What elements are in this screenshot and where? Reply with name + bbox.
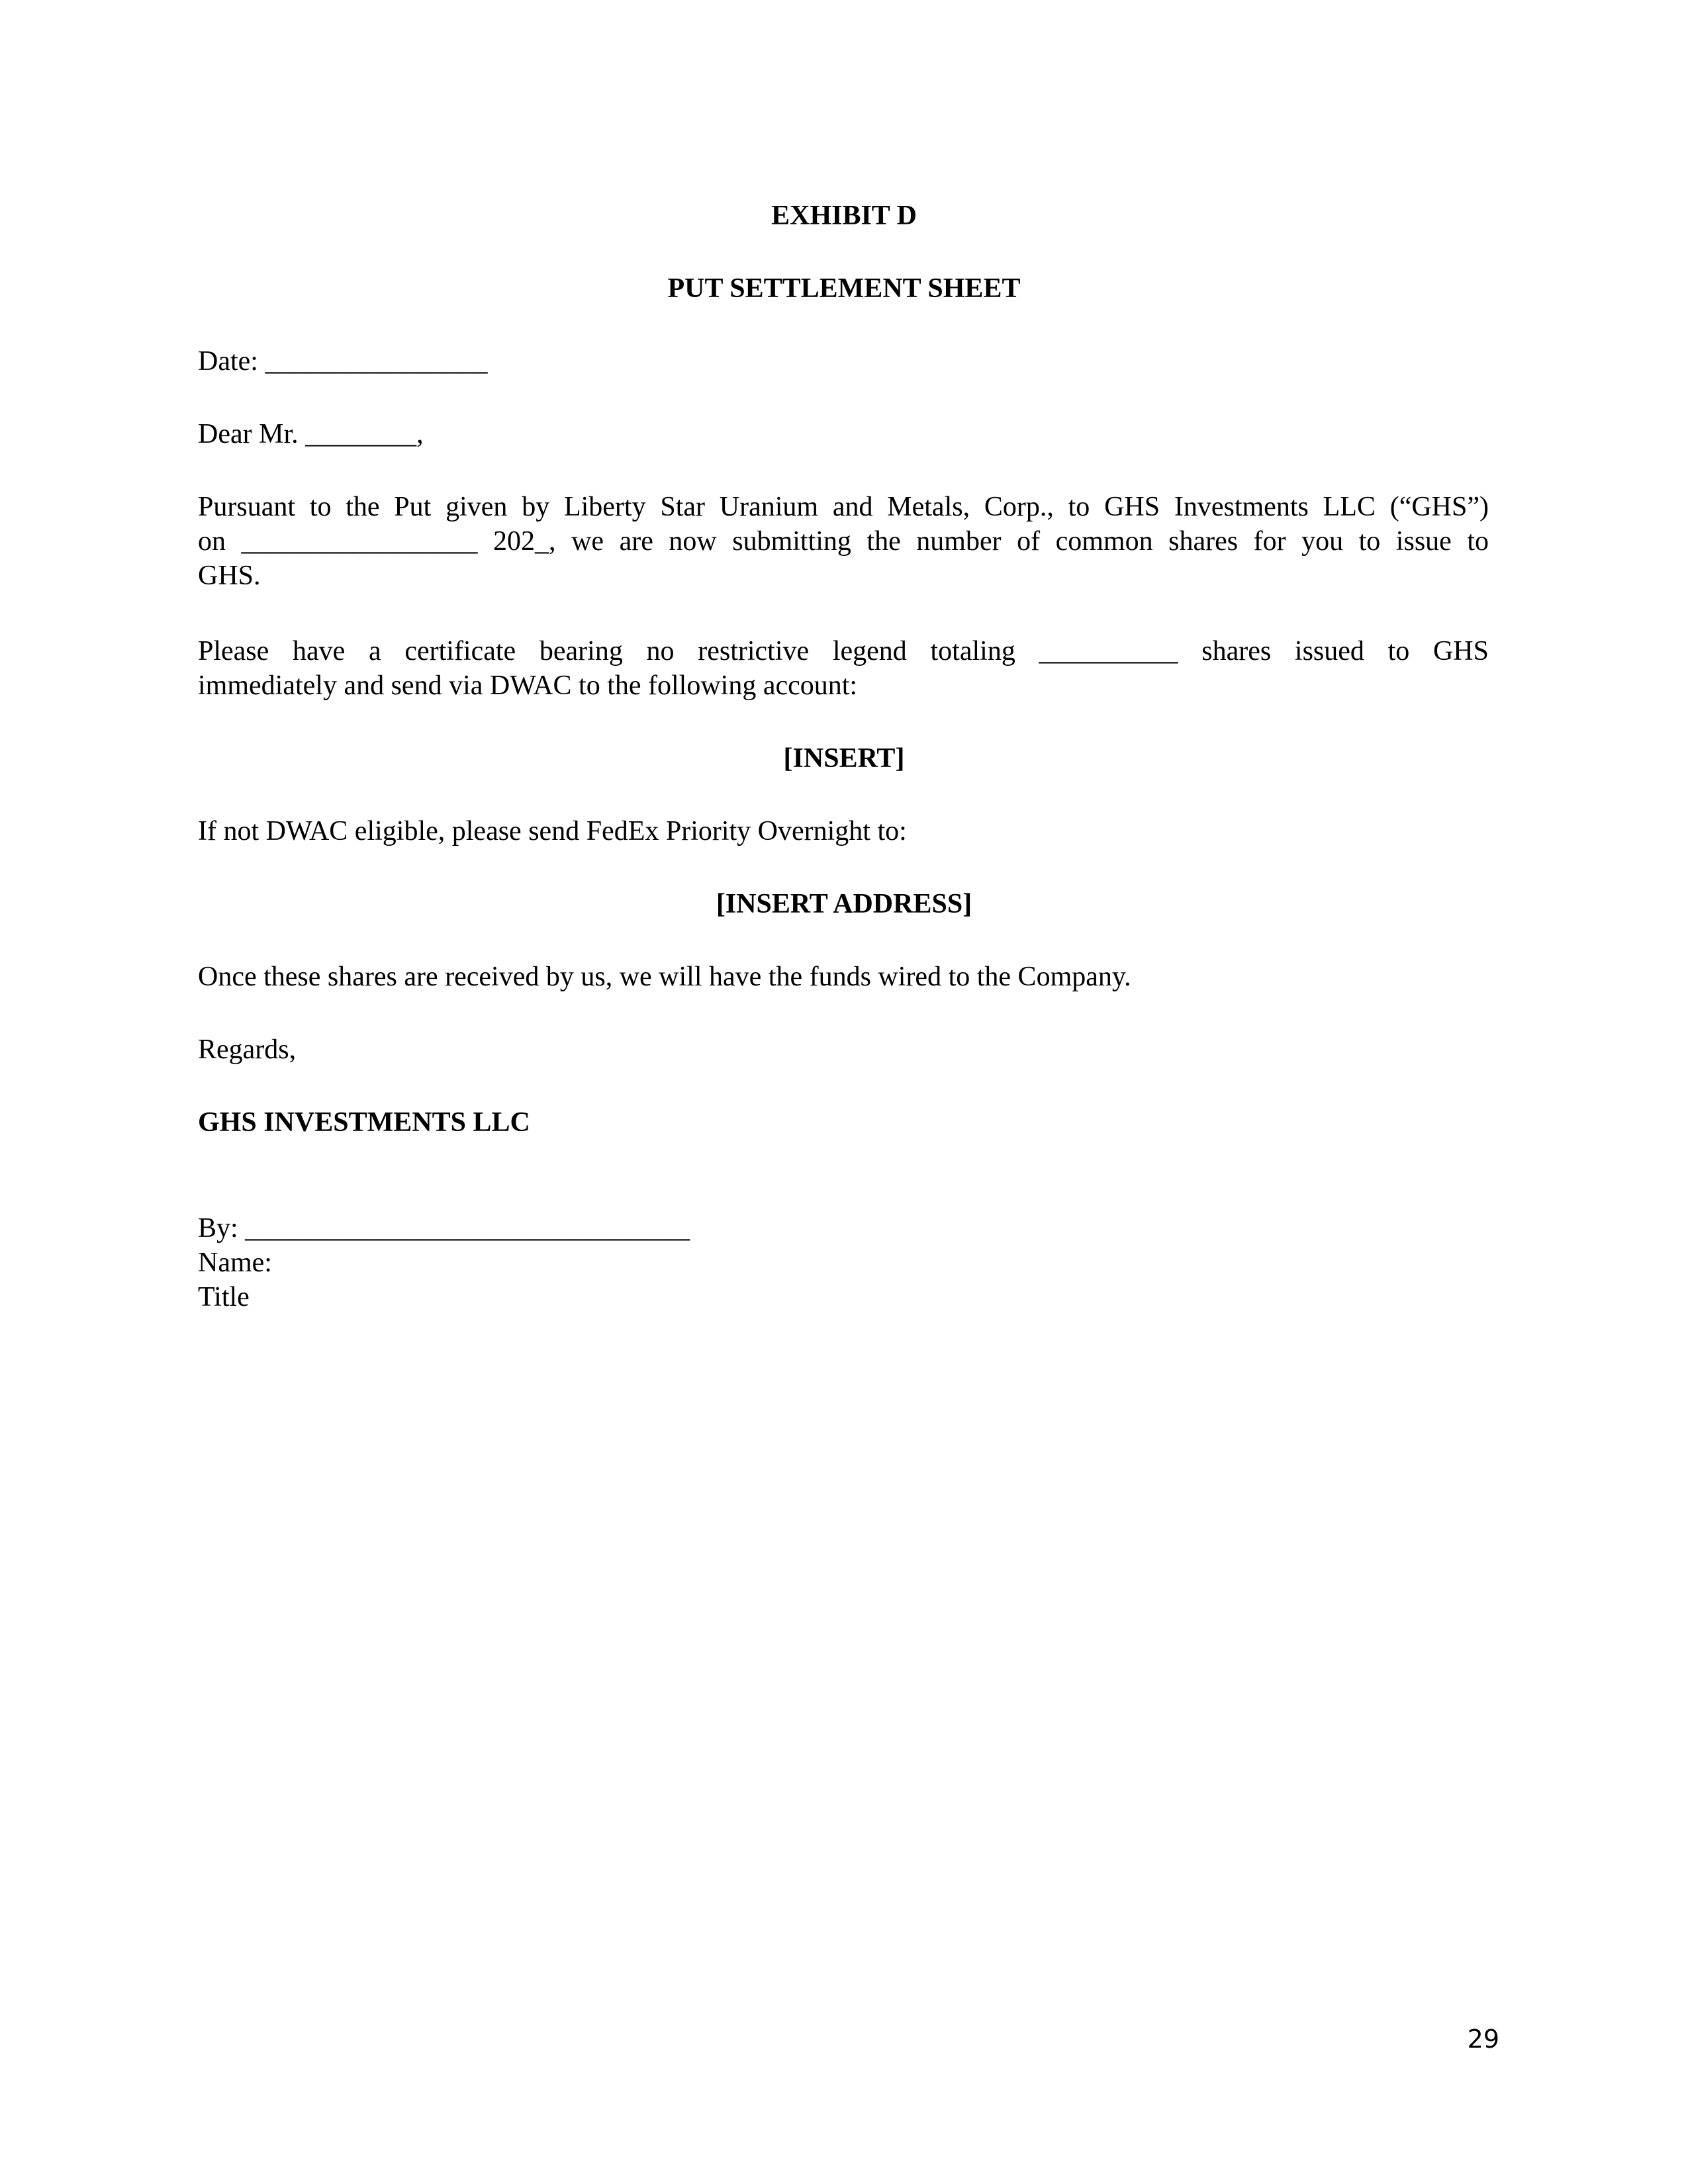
closing: Regards, [198,1034,297,1065]
signature-by-line: By: ________________________________ [198,1213,690,1244]
company-name: GHS INVESTMENTS LLC [198,1107,530,1138]
exhibit-heading: EXHIBIT D [771,201,917,231]
insert-address-placeholder: [INSERT ADDRESS] [716,889,972,919]
salutation: Dear Mr. ________, [198,419,424,449]
date-line: Date: ________________ [198,346,488,377]
paragraph-line: Please have a certificate bearing no restrictive legend totaling __________ shares issued to GHS [198,636,1489,666]
paragraph-line: Pursuant to the Put given by Liberty Star Uranium and Metals, Corp., to GHS Investments LLC (“GHS”) [198,492,1489,522]
insert-placeholder: [INSERT] [783,743,905,774]
paragraph-line: on _________________ 202_, we are now submitting the number of common shares for you to issue to [198,526,1489,557]
fedex-instruction: If not DWAC eligible, please send FedEx Priority Overnight to: [198,816,907,846]
paragraph-line: GHS. [198,561,261,591]
document-title: PUT SETTLEMENT SHEET [667,273,1021,304]
paragraph-line: immediately and send via DWAC to the following account: [198,670,858,701]
signature-name-label: Name: [198,1248,272,1278]
funds-statement: Once these shares are received by us, we will have the funds wired to the Company. [198,962,1131,992]
signature-title-label: Title [198,1282,250,1312]
page-number: 29 [1467,2025,1499,2054]
